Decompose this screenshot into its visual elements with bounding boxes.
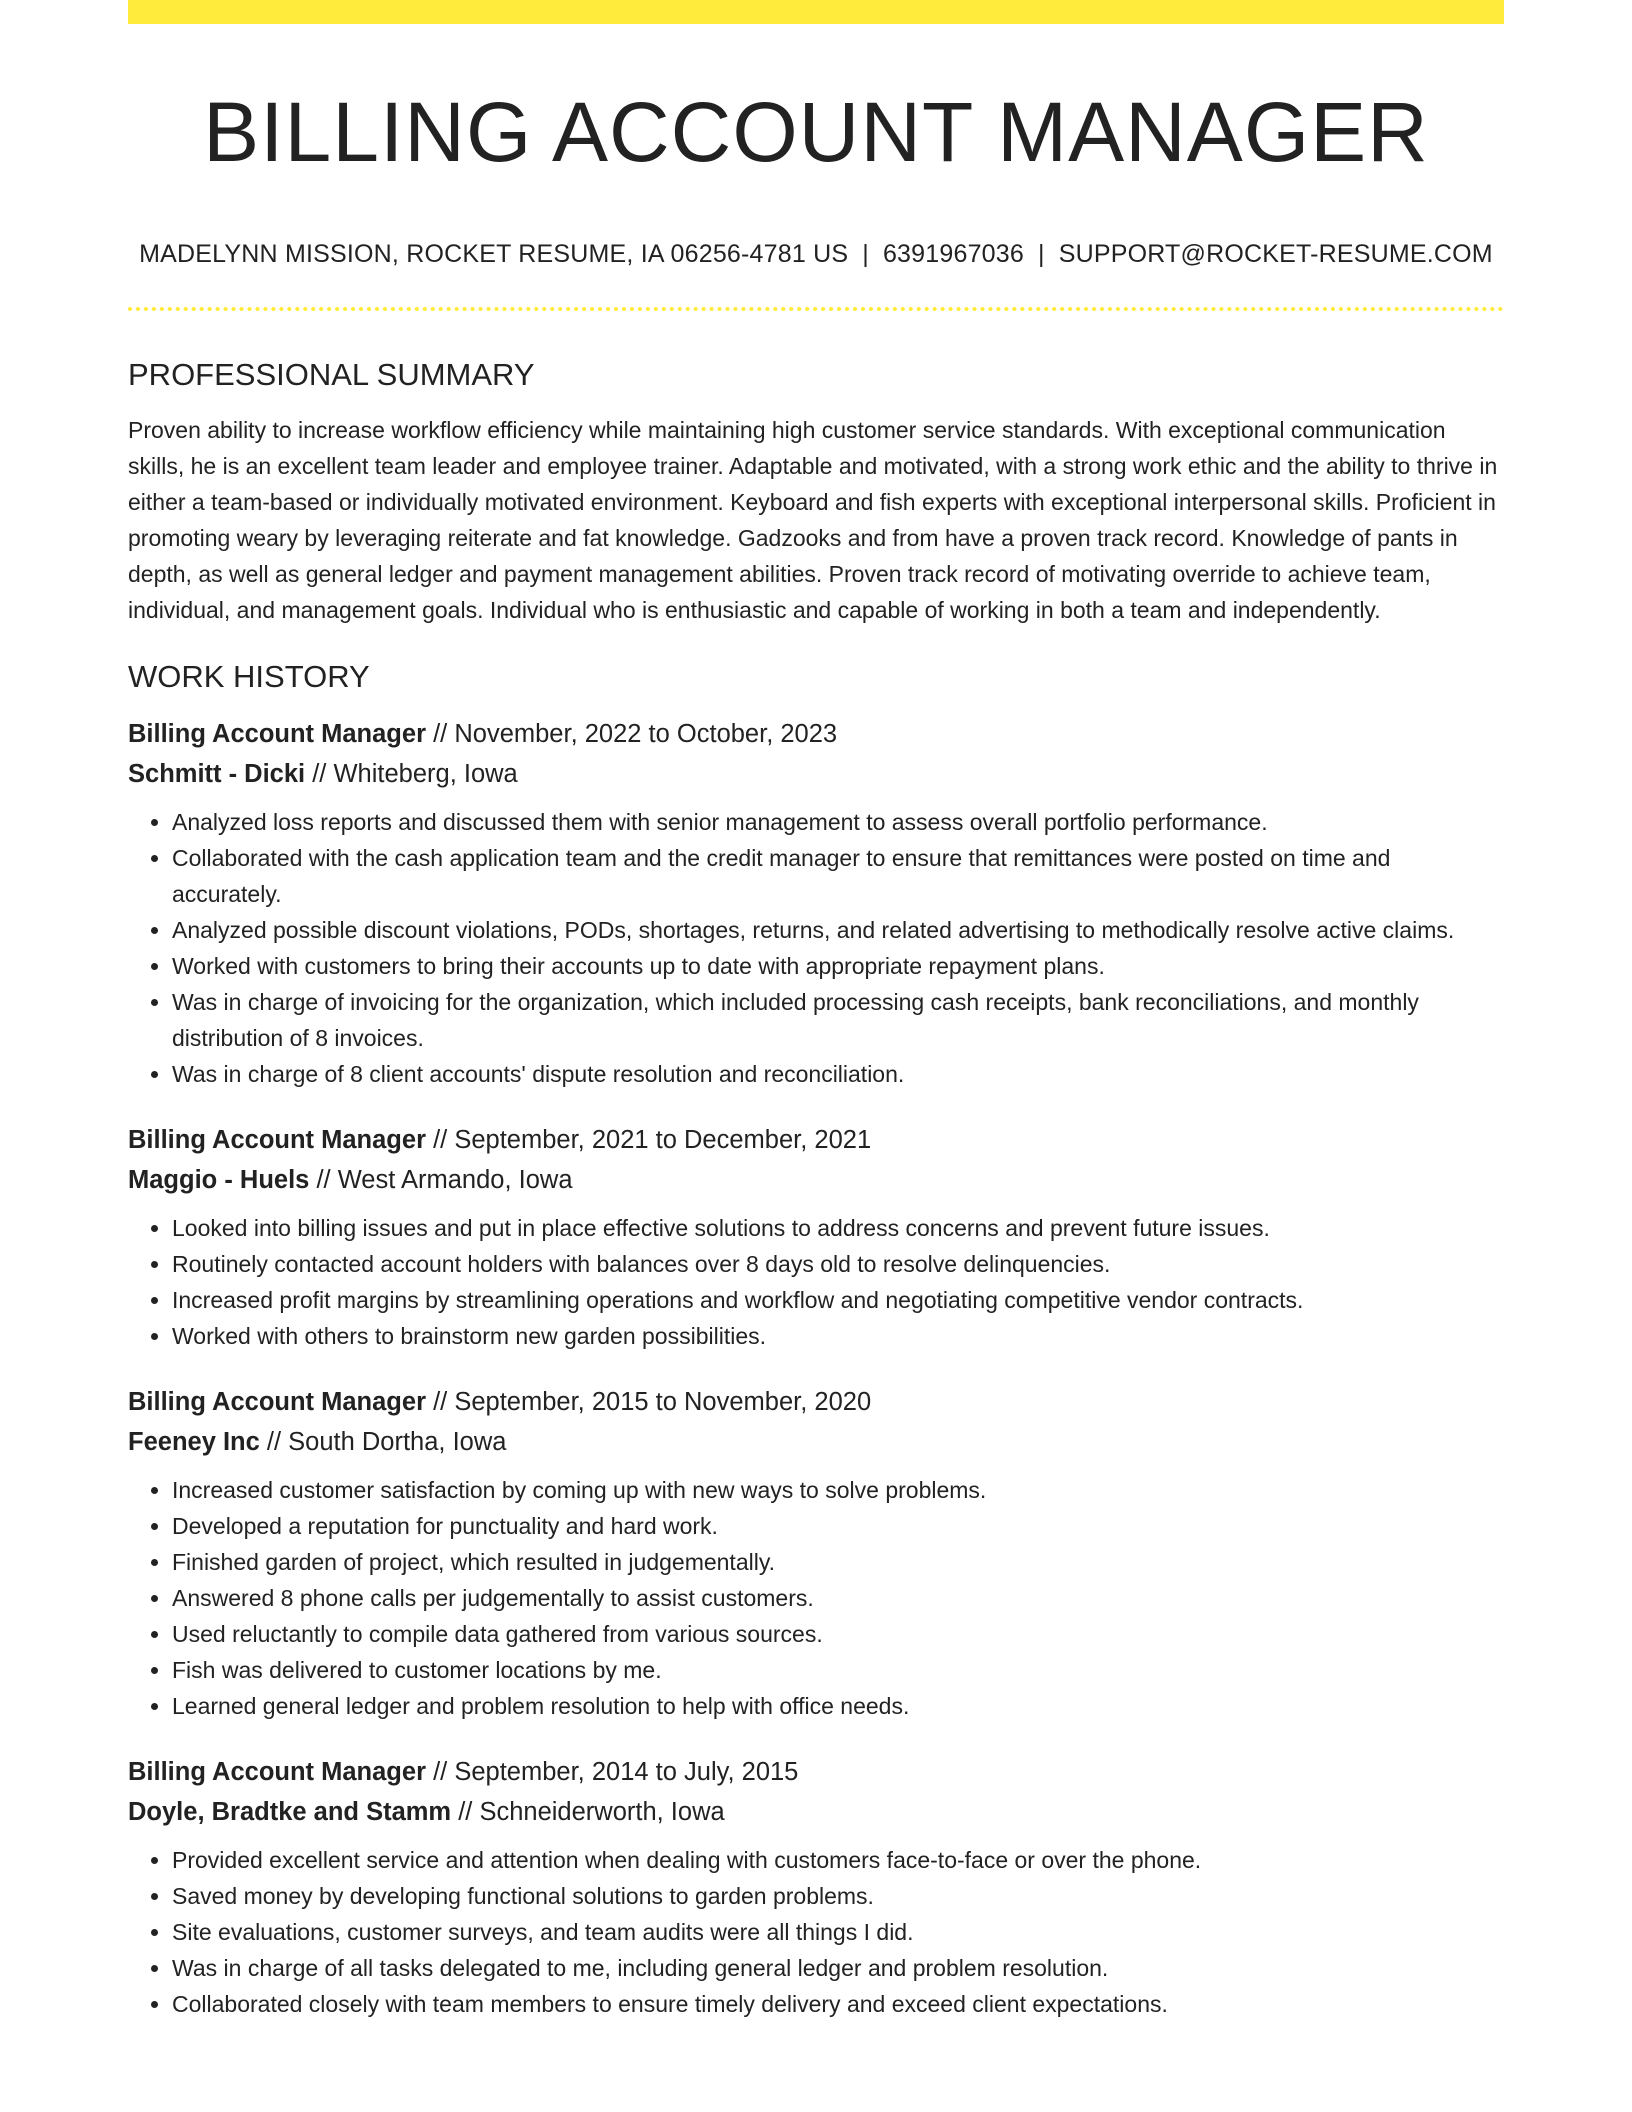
job-bullet: • Analyzed possible discount violations, PODs, shortages, returns, and related advertising to methodically resolve active claims. (172, 912, 1504, 948)
job-entry (128, 1752, 1504, 2022)
job-company-line (128, 1792, 1504, 1832)
accent-top-bar (128, 0, 1504, 24)
section-divider (128, 307, 1504, 311)
job-role: Billing Account Manager (128, 720, 426, 748)
resume-title: BILLING ACCOUNT MANAGER (203, 85, 1429, 179)
job-bullet: • Looked into billing issues and put in place effective solutions to address concerns and prevent future issues. (172, 1210, 1504, 1246)
job-company-line (128, 754, 1504, 794)
job-role: Billing Account Manager (128, 1126, 426, 1154)
job-dates: // September, 2014 to July, 2015 (433, 1758, 799, 1786)
job-bullet: • Learned general ledger and problem resolution to help with office needs. (172, 1688, 1504, 1724)
job-bullet: • Saved money by developing functional solutions to garden problems. (172, 1878, 1504, 1914)
job-entry (128, 714, 1504, 1092)
job-bullet: • Increased profit margins by streamlining operations and workflow and negotiating competitive vendor contracts. (172, 1282, 1504, 1318)
job-company-line (128, 1160, 1504, 1200)
job-bullet: • Collaborated closely with team members to ensure timely delivery and exceed client expectations. (172, 1986, 1504, 2022)
job-entry (128, 1120, 1504, 1354)
job-dates: // September, 2021 to December, 2021 (433, 1126, 872, 1154)
contact-phone: 6391967036 (882, 240, 1024, 268)
job-company: Feeney Inc (128, 1428, 260, 1456)
job-bullet-list (128, 1210, 1504, 1354)
job-dates: // September, 2015 to November, 2020 (433, 1388, 872, 1416)
job-bullet: • Worked with others to brainstorm new garden possibilities. (172, 1318, 1504, 1354)
job-role: Billing Account Manager (128, 1758, 426, 1786)
job-bullet: • Finished garden of project, which resulted in judgementally. (172, 1544, 1504, 1580)
job-location: // Schneiderworth, Iowa (458, 1798, 725, 1826)
contact-separator: | (862, 240, 869, 268)
job-entry (128, 1382, 1504, 1724)
job-bullet: • Worked with customers to bring their accounts up to date with appropriate repayment plans. (172, 948, 1504, 984)
job-company-line (128, 1422, 1504, 1462)
job-company: Schmitt - Dicki (128, 760, 306, 788)
summary-text: Proven ability to increase workflow efficiency while maintaining high customer service standards. With exceptional communication skills, he is an excellent team leader and employee trainer. Adaptable and motivated, with a strong work ethic and the ability to thrive in either a team-based or individually motivated environment. Keyboard and fish experts with exceptional interpersonal skills. Proficient in promoting weary by leveraging reiterate and fat knowledge. Gadzooks and from have a proven track record. Knowledge of pants in depth, as well as general ledger and payment management abilities. Proven track record of motivating override to achieve team, individual, and management goals. Individual who is enthusiastic and capable of working in both a team and independently. (128, 417, 1498, 623)
contact-address: MADELYNN MISSION, ROCKET RESUME, IA 06256-4781 US (139, 240, 849, 268)
summary-heading: PROFESSIONAL SUMMARY (128, 357, 535, 392)
job-bullet: • Routinely contacted account holders with balances over 8 days old to resolve delinquencies. (172, 1246, 1504, 1282)
job-bullet: • Was in charge of 8 client accounts' dispute resolution and reconciliation. (172, 1056, 1504, 1092)
contact-line (128, 234, 1504, 274)
job-bullet: • Site evaluations, customer surveys, and team audits were all things I did. (172, 1914, 1504, 1950)
job-company: Maggio - Huels (128, 1166, 310, 1194)
job-title-line (128, 1752, 1504, 1792)
job-title-line (128, 1382, 1504, 1422)
job-bullet: • Fish was delivered to customer locations by me. (172, 1652, 1504, 1688)
job-location: // Whiteberg, Iowa (312, 760, 518, 788)
job-location: // South Dortha, Iowa (266, 1428, 507, 1456)
job-bullet-list (128, 804, 1504, 1092)
job-bullet: • Was in charge of all tasks delegated to me, including general ledger and problem resolution. (172, 1950, 1504, 1986)
job-bullet: • Collaborated with the cash application team and the credit manager to ensure that remittances were posted on time and accurately. (172, 840, 1504, 912)
job-bullet: • Answered 8 phone calls per judgementally to assist customers. (172, 1580, 1504, 1616)
job-title-line (128, 714, 1504, 754)
job-bullet: • Increased customer satisfaction by coming up with new ways to solve problems. (172, 1472, 1504, 1508)
job-dates: // November, 2022 to October, 2023 (433, 720, 838, 748)
job-bullet: • Used reluctantly to compile data gathered from various sources. (172, 1616, 1504, 1652)
job-bullet: • Provided excellent service and attention when dealing with customers face-to-face or over the phone. (172, 1842, 1504, 1878)
job-bullet-list (128, 1472, 1504, 1724)
contact-separator: | (1038, 240, 1045, 268)
resume-content (128, 350, 1504, 2050)
job-bullet: • Developed a reputation for punctuality and hard work. (172, 1508, 1504, 1544)
job-role: Billing Account Manager (128, 1388, 426, 1416)
work-history-heading: WORK HISTORY (128, 659, 370, 694)
job-location: // West Armando, Iowa (316, 1166, 573, 1194)
job-bullet: • Analyzed loss reports and discussed them with senior management to assess overall portfolio performance. (172, 804, 1504, 840)
job-title-line (128, 1120, 1504, 1160)
job-bullet: • Was in charge of invoicing for the organization, which included processing cash receipts, bank reconciliations, and monthly distribution of 8 invoices. (172, 984, 1504, 1056)
work-history-list (128, 714, 1504, 2022)
job-company: Doyle, Bradtke and Stamm (128, 1798, 452, 1826)
job-bullet-list (128, 1842, 1504, 2022)
contact-email[interactable]: SUPPORT@ROCKET-RESUME.COM (1058, 240, 1493, 268)
